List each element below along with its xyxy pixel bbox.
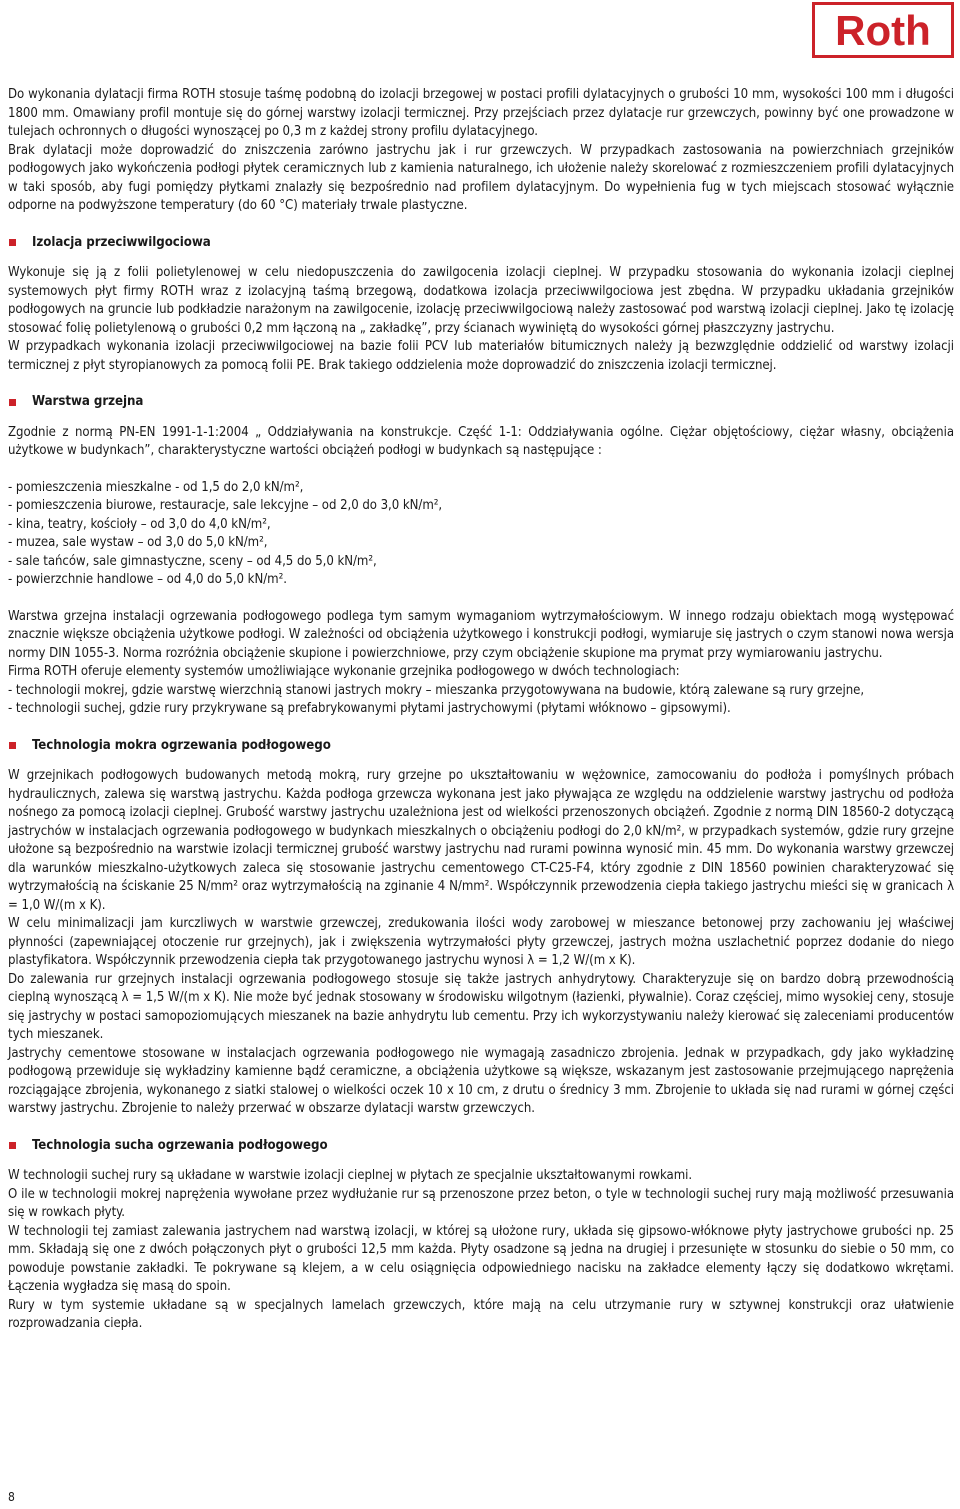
list-item: - kina, teatry, kościoły – od 3,0 do 4,0 kN/m², — [8, 516, 271, 532]
paragraph: - technologii suchej, gdzie rury przykrywane są prefabrykowanymi płytami jastrychowymi (płytami włóknowo – gipsowymi). — [8, 701, 731, 716]
paragraph: Rury w tym systemie układane są w specjalnych lamelach grzewczych, które mają na celu utrzymanie rury w sztywnej konstrukcji oraz ułatwienie rozprowadzania ciepła. — [8, 1297, 954, 1331]
paragraph: W celu minimalizacji jam kurczliwych w warstwie grzewczej, zredukowania ilości wody zarobowej w mieszance betonowej przy zachowaniu jej właściwej płynności (zapewniającej otoczenie rur grzejnych), jak i zwiększenia wytrzymałości płyty grzewczej, jastrych można uszlachetnić poprzez dodanie do niego plastyfikatora. Współczynnik przewodzenia ciepła tak przygotowanego jastrychu wynosi λ = 1,2 W/(m x K). — [8, 916, 954, 968]
section-heading-mokra: Technologia mokra ogrzewania podłogowego — [8, 737, 954, 756]
paragraph: Jastrychy cementowe stosowane w instalacjach ogrzewania podłogowego nie wymagają zasadniczo zbrojenia. Jednak w przypadkach, gdy jako wykładzinę podłogową przewiduje się wykładziny kamienne bądź ceramiczne, a obciążenia użytkowe są większe, wskazanym jest zastosowanie przejmującego naprężenia rozciągające zbrojenia, wykonanego z siatki stalowej o wielkości oczek 10 x 10 cm, z drutu o średnicy 3 mm. Zbrojenie to układa się nad rurami w górnej części warstwy jastrychu. Zbrojenie to należy przerwać w obszarze dylatacji warstw grzewczych. — [8, 1045, 954, 1116]
bullet-icon — [9, 399, 16, 406]
section-heading-izolacja: Izolacja przeciwwilgociowa — [8, 234, 954, 253]
paragraph: Wykonuje się ją z folii polietylenowej w celu niedopuszczenia do zawilgocenia izolacji cieplnej. W przypadku stosowania do wykonania izolacji cieplnej systemowych płyt firmy ROTH wraz z izolacyjną taśmą brzegową, dodatkowa izolacja przeciwwilgociowa jest zbędna. W przypadku układania grzejników podłogowych na gruncie lub podkładzie narażonym na zawilgocenie, izolację przeciwwilgociową należy zastosować pod warstwą izolacji cieplnej. Jako tę izolację stosować folię polietylenową o grubości 0,2 mm łączoną na „ zakładkę”, przy ścianach wywiniętą do wysokości górnej płaszczyzny jastrychu. — [8, 265, 954, 336]
paragraph: W technologii tej zamiast zalewania jastrychem nad warstwą izolacji, w której są ułożone rury, układa się gipsowo-włóknowe płyty jastrychowe grubości np. 25 mm. Składają się one z dwóch połączonych płyt o grubości 12,5 mm każda. Płyty osadzone są jedna na drugiej i przesunięte w stosunku do siebie o 50 mm, co powoduje powstanie zakładki. Te pokrywane są klejem, a w celu osiągnięcia odpowiedniego nacisku na zakładce elementy łączy się dodatkowo wkrętami. Łączenia wygładza się masą do spoin. — [8, 1223, 954, 1294]
section-heading-warstwa: Warstwa grzejna — [8, 393, 954, 412]
paragraph: Brak dylatacji może doprowadzić do zniszczenia zarówno jastrychu jak i rur grzewczych. W przypadkach zastosowania na powierzchniach grzejników podłogowych jako wykończenia podłogi płytek ceramicznych lub z kamienia naturalnego, ich ułożenie należy skorelować z rozmieszczeniem profili dylatacyjnych w taki sposób, aby fugi pomiędzy płytkami znalazły się bezpośrednio nad profilem dylatacyjnym. Do wypełnienia fug w tych miejscach stosować wyłącznie odporne na podwyższone temperatury (do 60 °C) materiały trwale plastyczne. — [8, 142, 954, 213]
section-heading-sucha: Technologia sucha ogrzewania podłogowego — [8, 1137, 954, 1156]
paragraph: Do wykonania dylatacji firma ROTH stosuje taśmę podobną do izolacji brzegowej w postaci profili dylatacyjnych o grubości 10 mm, wysokości 100 mm i długości 1800 mm. Omawiany profil montuje się do górnej warstwy izolacji termicznej. Przy przejściach przez dylatacje rur grzewczych, powinny być one prowadzone w tulejach ochronnych o długości wynoszącej po 0,3 m z każdej strony profilu dylatacyjnego. — [8, 87, 954, 139]
paragraph: Warstwa grzejna instalacji ogrzewania podłogowego podlega tym samym wymaganiom wytrzymałościowym. W innego rodzaju obiektach mogą występować znacznie większe obciążenia użytkowe podłogi. W zależności od obciążenia użytkowego i konstrukcji podłogi, wymiaruje się jastrych o czym stanowi nowa wersja normy DIN 1055-3. Norma rozróżnia obciążenie skupione i powierzchniowe, przy czym obciążenie skupione ma prymat przy wymiarowaniu jastrychu. — [8, 608, 954, 661]
paragraph: - technologii mokrej, gdzie warstwę wierzchnią stanowi jastrych mokry – mieszanka przygotowywana na budowie, którą zalewane są rury grzejne, — [8, 682, 865, 698]
paragraph: Zgodnie z normą PN-EN 1991-1-1:2004 „ Oddziaływania na konstrukcje. Część 1-1: Oddziaływania ogólne. Ciężar objętościowy, ciężar własny, obciążenia użytkowe w budynkach”, charakterystyczne wartości obciążeń podłogi w budynkach są następujące : — [8, 424, 954, 458]
list-item: - pomieszczenia mieszkalne - od 1,5 do 2,0 kN/m², — [8, 479, 304, 495]
paragraph: Firma ROTH oferuje elementy systemów umożliwiające wykonanie grzejnika podłogowego w dwóch technologiach: — [8, 664, 680, 679]
paragraph: Do zalewania rur grzejnych instalacji ogrzewania podłogowego stosuje się także jastrych anhydrytowy. Charakteryzuje się on bardzo dobrą przewodnością cieplną wynoszącą λ = 1,5 W/(m x K). Nie może być jednak stosowany w środowisku wilgotnym (łazienki, pływalnie). Coraz częściej, mimo wysokiej ceny, stosuje się jastrychy w postaci samopoziomujących mieszanek na bazie anhydrytu lub cementu. Przy ich wykorzystywaniu należy kierować się zaleceniami producentów tych mieszanek. — [8, 971, 954, 1042]
list-item: - muzea, sale wystaw – od 3,0 do 5,0 kN/m², — [8, 535, 268, 550]
list-item: - pomieszczenia biurowe, restauracje, sale lekcyjne – od 2,0 do 3,0 kN/m², — [8, 498, 443, 513]
document-body — [8, 86, 954, 1334]
list-item: - sale tańców, sale gimnastyczne, sceny – od 4,5 do 5,0 kN/m², — [8, 553, 377, 569]
bullet-icon — [9, 1142, 16, 1149]
roth-logo — [812, 2, 954, 58]
load-list — [8, 479, 954, 590]
list-item: - powierzchnie handlowe – od 4,0 do 5,0 kN/m². — [8, 572, 287, 587]
paragraph: W grzejnikach podłogowych budowanych metodą mokrą, rury grzejne po ukształtowaniu w wężownice, zamocowaniu do podłoża i pomyślnych próbach hydraulicznych, zalewa się warstwą jastrychu. Każda podłoga grzewcza wykonana jest jako pływająca ze względu na oddzielenie warstwy jastrychu od podłoża nośnego za pomocą izolacji cieplnej. Grubość warstwy jastrychu uzależniona jest od wielkości przenoszonych obciążeń. Zgodnie z normą DIN 18560-2 dotyczącą jastrychów w instalacjach ogrzewania podłogowego w budynkach mieszkalnych o obciążeniu podłogi do 2,0 kN/m², w przypadkach systemów, gdzie rury grzejne ułożone są bezpośrednio na warstwie izolacji termicznej grubość warstwy jastrychu nad rurami powinna wynosić min. 45 mm. Do wykonania warstwy grzewczej dla warunków mieszkalno-użytkowych zaleca się stosowanie jastrychu cementowego CT-C25-F4, który zgodnie z DIN 18560 powinien charakteryzować się wytrzymałością na ściskanie 25 N/mm² oraz wytrzymałością na zginanie 4 N/mm². Współczynnik przewodzenia ciepła takiego jastrychu mieści się w granicach λ = 1,0 W/(m x K). — [8, 768, 954, 913]
paragraph: W technologii suchej rury są układane w warstwie izolacji cieplnej w płytach ze specjalnie ukształtowanymi rowkami. — [8, 1168, 693, 1183]
bullet-icon — [9, 239, 16, 246]
page-number: 8 — [8, 1490, 15, 1504]
paragraph: O ile w technologii mokrej naprężenia wywołane przez wydłużanie rur są przenoszone przez beton, o tyle w technologii suchej rury mają możliwość przesuwania się w rowkach płyty. — [8, 1186, 954, 1220]
logo-text: Roth — [835, 7, 931, 54]
bullet-icon — [9, 742, 16, 749]
paragraph: W przypadkach wykonania izolacji przeciwwilgociowej na bazie folii PCV lub materiałów bitumicznych należy ją bezwzględnie oddzielić od warstwy izolacji termicznej z płyt styropianowych za pomocą folii PE. Brak takiego oddzielenia może doprowadzić do zniszczenia izolacji termicznej. — [8, 339, 954, 373]
